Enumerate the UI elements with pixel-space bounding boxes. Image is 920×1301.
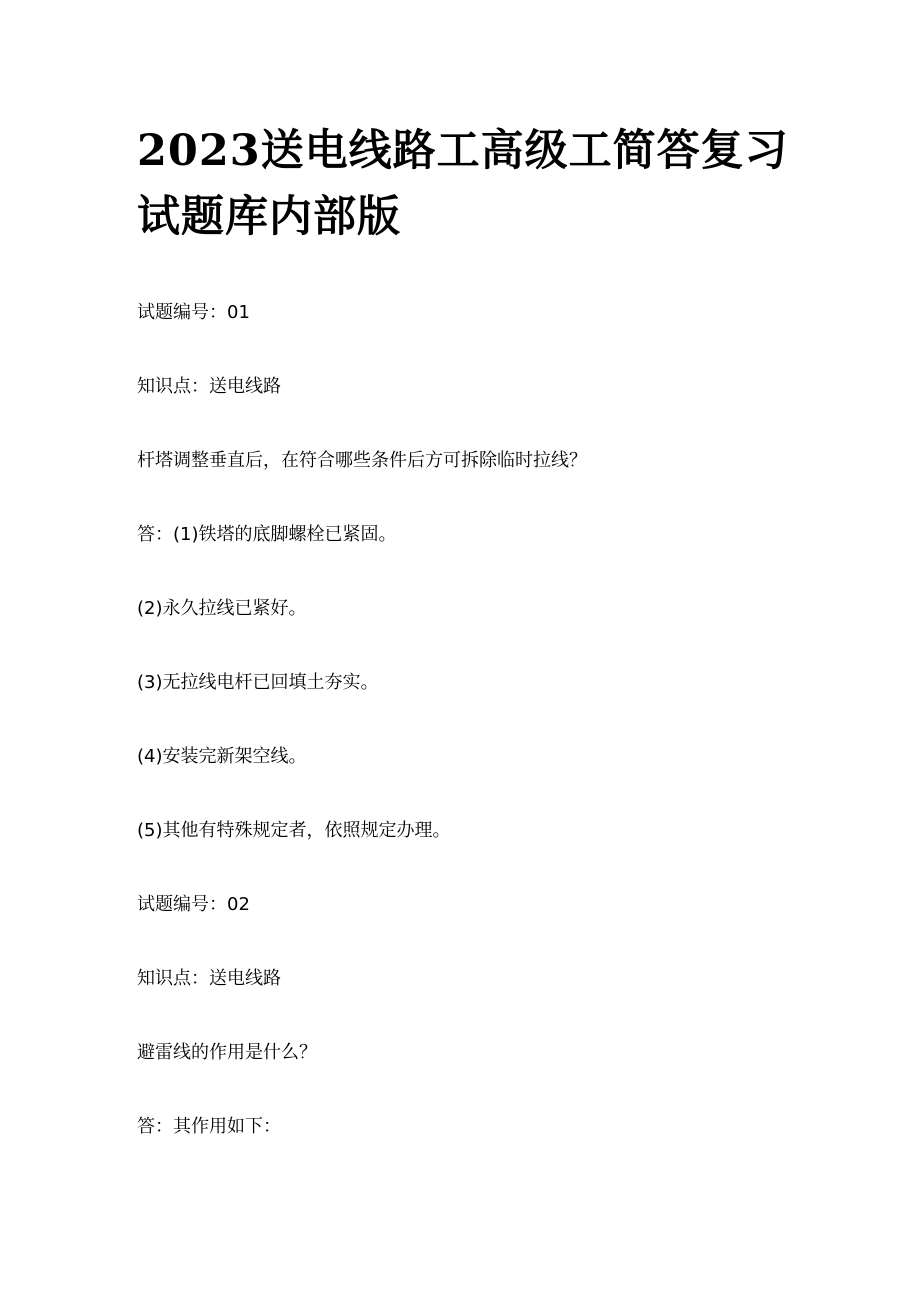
question-text: 杆塔调整垂直后，在符合哪些条件后方可拆除临时拉线？ [137, 450, 587, 471]
answer-line: 答：(1)铁塔的底脚螺栓已紧固。 [137, 524, 397, 545]
question-number: 试题编号：02 [137, 894, 250, 915]
document-title: 2023送电线路工高级工简答复习试题库内部版 [137, 126, 789, 242]
answer-item: (5)其他有特殊规定者，依照规定办理。 [137, 820, 451, 841]
answer-item: (3)无拉线电杆已回填土夯实。 [137, 672, 379, 693]
question-number: 试题编号：01 [137, 302, 250, 323]
knowledge-point: 知识点：送电线路 [137, 968, 281, 989]
knowledge-point: 知识点：送电线路 [137, 376, 281, 397]
answer-item: (2)永久拉线已紧好。 [137, 598, 307, 619]
answer-item: (4)安装完新架空线。 [137, 746, 307, 767]
answer-line: 答：其作用如下： [137, 1116, 281, 1137]
question-text: 避雷线的作用是什么？ [137, 1042, 317, 1063]
